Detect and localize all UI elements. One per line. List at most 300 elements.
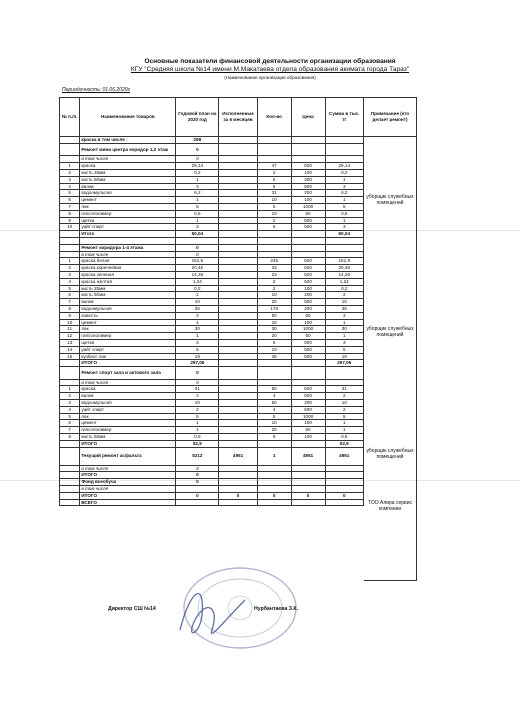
table-cell [219, 312, 257, 319]
table-cell: Фонд всеобуча [80, 479, 176, 486]
table-cell: 100 [291, 319, 325, 326]
table-cell: 8 [60, 210, 80, 217]
table-row [60, 379, 364, 386]
table-cell: 0 [176, 379, 219, 386]
table-cell: цемент [80, 197, 176, 204]
table-cell: 6 [60, 292, 80, 299]
table-cell [291, 440, 325, 447]
table-cell: 200 [291, 190, 325, 197]
table-row [60, 479, 364, 486]
table-cell: кисть 50мм [80, 176, 176, 183]
table-cell: 1 [325, 319, 363, 326]
table-cell: кисть 25мм [80, 169, 176, 176]
table-row [60, 312, 364, 319]
table-cell: 1 [60, 163, 80, 170]
table-cell: водоэмульсия [80, 190, 176, 197]
table-cell [291, 156, 325, 163]
table-cell: 11 [60, 326, 80, 333]
table-row [60, 183, 364, 190]
table-cell: 30 [257, 326, 291, 333]
table-cell: 0,2 [176, 169, 219, 176]
table-cell [219, 244, 257, 251]
table-cell: 12 [60, 333, 80, 340]
table-cell: 10 [257, 197, 291, 204]
table-cell [325, 137, 363, 144]
table-cell: 5 [60, 285, 80, 292]
table-row [60, 367, 364, 380]
table-cell [219, 197, 257, 204]
table-cell: 8 [60, 305, 80, 312]
table-cell [219, 169, 257, 176]
table-cell [60, 143, 80, 156]
table-cell: 6 [257, 339, 291, 346]
table-cell: 175 [257, 305, 291, 312]
table-row [60, 346, 364, 353]
table-cell: 245 [257, 258, 291, 265]
table-cell: 1 [325, 176, 363, 183]
table-cell [219, 486, 257, 493]
table-cell [60, 360, 80, 367]
table-cell [325, 465, 363, 472]
table-cell [257, 251, 291, 258]
table-cell: уайт спирт [80, 224, 176, 231]
table-cell: 2 [257, 285, 291, 292]
table-cell: 3 [176, 183, 219, 190]
table-cell: 3 [60, 271, 80, 278]
table-cell: 19 [325, 353, 363, 360]
table-cell [291, 143, 325, 156]
table-row [60, 499, 364, 506]
table-row [60, 386, 364, 393]
table-cell: Ремонт коридора 1-4 этажа [80, 244, 176, 251]
table-row [60, 400, 364, 407]
table-row [60, 353, 364, 360]
table-cell [219, 434, 257, 441]
table-cell [60, 379, 80, 386]
table-cell: 50,04 [325, 231, 363, 238]
table-cell: 4951 [219, 447, 257, 465]
table-row [60, 434, 364, 441]
table-row [60, 427, 364, 434]
table-row [60, 285, 364, 292]
table-cell [60, 465, 80, 472]
table-cell: 20,46 [176, 265, 219, 272]
table-cell: 0,5 [325, 210, 363, 217]
table-cell: 10 [257, 210, 291, 217]
table-cell [219, 210, 257, 217]
table-cell: 4 [257, 393, 291, 400]
table-cell [219, 413, 257, 420]
table-cell: 29,14 [325, 163, 363, 170]
table-cell: 100 [291, 169, 325, 176]
table-cell: 0,5 [176, 210, 219, 217]
document-title: Основные показатели финансовой деятельности организации образования [144, 58, 396, 65]
table-cell: 0 [176, 465, 219, 472]
table-cell [219, 472, 257, 479]
table-cell: 500 [291, 346, 325, 353]
table-row [60, 413, 364, 420]
table-cell [219, 479, 257, 486]
column-header: Сумма в тыс. тг [325, 98, 363, 137]
table-cell: в том числе [80, 379, 176, 386]
remark-cleaner: уборщик служебных помещений [366, 326, 414, 339]
table-cell [219, 400, 257, 407]
table-row [60, 210, 364, 217]
table-cell: 500 [291, 406, 325, 413]
table-row [60, 440, 364, 447]
table-cell: 10 [257, 346, 291, 353]
table-cell [291, 367, 325, 380]
table-cell: валик [80, 183, 176, 190]
table-cell: 0 [176, 367, 219, 380]
table-cell: 10 [176, 299, 219, 306]
column-header: Кол-во [257, 98, 291, 137]
table-cell: 50,04 [176, 231, 219, 238]
table-cell [219, 156, 257, 163]
table-cell: 500 [291, 339, 325, 346]
table-cell [257, 137, 291, 144]
director-name: Нурбантаева З.К. [254, 606, 299, 612]
table-cell: 200 [291, 176, 325, 183]
table-cell [219, 143, 257, 156]
remark-cleaner: уборщик служебных помещений [366, 448, 414, 461]
table-cell: 3 [325, 312, 363, 319]
table-cell: 4 [60, 406, 80, 413]
table-cell: 10 [257, 292, 291, 299]
table-cell: 500 [291, 299, 325, 306]
table-cell: 620 [291, 278, 325, 285]
table-cell [325, 379, 363, 386]
table-cell: 2 [176, 406, 219, 413]
table-cell: 620 [291, 386, 325, 393]
table-cell: 0 [176, 479, 219, 486]
table-cell: 31 [176, 386, 219, 393]
table-cell: 1,24 [325, 278, 363, 285]
table-cell: 35 [325, 305, 363, 312]
table-cell: 10 [60, 224, 80, 231]
table-cell [219, 258, 257, 265]
table-cell: кисть 50мм [80, 434, 176, 441]
table-row [60, 271, 364, 278]
table-row [60, 197, 364, 204]
table-cell [257, 244, 291, 251]
table-row [60, 190, 364, 197]
table-cell: 5 [257, 176, 291, 183]
table-cell [219, 353, 257, 360]
table-cell: 298 [176, 137, 219, 144]
table-cell: 20 [257, 427, 291, 434]
table-cell: 31 [257, 190, 291, 197]
table-cell: 7 [60, 203, 80, 210]
table-cell [219, 299, 257, 306]
table-cell: ИТОГО [80, 360, 176, 367]
table-cell: гипсополимер [80, 427, 176, 434]
table-cell: 100 [291, 285, 325, 292]
table-cell [60, 479, 80, 486]
table-cell: 35 [176, 305, 219, 312]
table-cell: 30 [325, 326, 363, 333]
table-row [60, 319, 364, 326]
table-cell: 20,46 [325, 265, 363, 272]
table-cell [325, 156, 363, 163]
table-cell: 38 [257, 353, 291, 360]
table-cell: 6 [257, 183, 291, 190]
table-cell: 14,26 [176, 271, 219, 278]
table-cell: 5 [60, 413, 80, 420]
table-cell: цемент [80, 319, 176, 326]
remark-cleaner: уборщик служебных помещений [366, 194, 414, 207]
table-cell: 1 [325, 420, 363, 427]
director-title: Директор СШ №14 [108, 606, 156, 612]
table-cell [325, 251, 363, 258]
table-cell: 29,14 [176, 163, 219, 170]
table-row [60, 265, 364, 272]
table-cell: 4 [257, 406, 291, 413]
table-cell: 50 [291, 210, 325, 217]
table-row [60, 231, 364, 238]
table-cell: водоэмульсия [80, 305, 176, 312]
table-cell: уайт спирт [80, 406, 176, 413]
table-cell: 14,26 [325, 271, 363, 278]
table-cell: 2 [60, 265, 80, 272]
table-cell [257, 479, 291, 486]
table-cell: 5 [325, 346, 363, 353]
table-cell: 15 [60, 353, 80, 360]
table-row [60, 137, 364, 144]
table-cell: 2 [325, 292, 363, 299]
table-cell: 1 [60, 258, 80, 265]
table-cell [257, 367, 291, 380]
table-cell: лак [80, 413, 176, 420]
table-cell [60, 447, 80, 465]
table-cell: гипсополимер [80, 210, 176, 217]
table-cell: 5 [60, 190, 80, 197]
table-row [60, 420, 364, 427]
table-cell [219, 265, 257, 272]
table-cell [257, 143, 291, 156]
table-cell: 10 [176, 400, 219, 407]
table-cell: 3 [60, 400, 80, 407]
table-cell: 1 [325, 333, 363, 340]
table-cell: 0 [176, 244, 219, 251]
table-cell: 2 [176, 393, 219, 400]
table-row [60, 360, 364, 367]
table-row [60, 305, 364, 312]
table-cell [291, 251, 325, 258]
table-row [60, 163, 364, 170]
table-cell [60, 486, 80, 493]
table-cell: 20 [257, 333, 291, 340]
table-cell: 3 [325, 224, 363, 231]
table-cell: 1 [325, 217, 363, 224]
table-cell: 52,9 [325, 440, 363, 447]
table-cell: 0,9 [176, 434, 219, 441]
table-cell [219, 224, 257, 231]
table-cell: 10 [325, 299, 363, 306]
table-cell: щетки [80, 339, 176, 346]
table-cell: 10 [257, 420, 291, 427]
table-cell: 200 [291, 305, 325, 312]
table-cell [257, 237, 291, 244]
organization-note: (Наименование организации образования) [224, 75, 316, 80]
table-cell: водоэмульсия [80, 400, 176, 407]
table-cell [219, 440, 257, 447]
table-cell [219, 237, 257, 244]
table-cell: 1000 [291, 413, 325, 420]
table-cell [219, 305, 257, 312]
table-cell: 47 [257, 163, 291, 170]
table-cell: 3 [325, 339, 363, 346]
table-cell [325, 472, 363, 479]
table-cell: Текущий ремонт асфальта [80, 447, 176, 465]
table-cell: валик [80, 393, 176, 400]
table-cell: 3 [176, 339, 219, 346]
table-row [60, 203, 364, 210]
table-cell: кузбасс лак [80, 353, 176, 360]
table-cell [219, 499, 257, 506]
table-cell [291, 472, 325, 479]
table-cell [257, 472, 291, 479]
table-cell: 0 [325, 492, 363, 499]
table-cell: 100 [291, 434, 325, 441]
table-cell [257, 231, 291, 238]
table-cell: 9 [257, 434, 291, 441]
table-cell [219, 427, 257, 434]
column-header-remark: Примечание (кто делает ремонт) [364, 97, 417, 137]
table-row [60, 217, 364, 224]
table-cell: краска [80, 386, 176, 393]
table-cell: 2 [176, 292, 219, 299]
table-cell: 500 [291, 393, 325, 400]
table-cell: 1 [325, 427, 363, 434]
table-cell: 2 [325, 393, 363, 400]
table-cell: 5212 [176, 447, 219, 465]
table-cell: 620 [291, 271, 325, 278]
table-row [60, 447, 364, 465]
table-cell: краска желтая [80, 278, 176, 285]
table-cell [219, 319, 257, 326]
table-cell: 0 [257, 492, 291, 499]
table-cell: 151,9 [325, 258, 363, 265]
table-cell: 5 [176, 346, 219, 353]
table-cell [219, 465, 257, 472]
table-row [60, 292, 364, 299]
table-cell: 10 [257, 319, 291, 326]
table-row [60, 244, 364, 251]
table-cell [60, 492, 80, 499]
table-cell: 500 [291, 217, 325, 224]
table-row [60, 339, 364, 346]
table-cell [219, 183, 257, 190]
table-cell: гипсополимер [80, 333, 176, 340]
table-cell: 2 [325, 406, 363, 413]
table-cell: 0,2 [325, 285, 363, 292]
table-cell [60, 137, 80, 144]
table-cell [325, 244, 363, 251]
table-cell [325, 367, 363, 380]
table-cell: 6,2 [176, 190, 219, 197]
table-row [60, 299, 364, 306]
table-cell: 2 [257, 217, 291, 224]
table-body [60, 137, 364, 506]
table-cell: краска белая [80, 258, 176, 265]
table-cell: 1 [176, 197, 219, 204]
table-cell [80, 237, 176, 244]
table-cell: 1 [176, 420, 219, 427]
column-header: Годовой план на 2020 год [176, 98, 219, 137]
table-cell [257, 486, 291, 493]
table-cell [219, 231, 257, 238]
table-cell: 52,9 [176, 440, 219, 447]
table-cell: известь [80, 312, 176, 319]
table-cell: 1,24 [176, 278, 219, 285]
table-cell: краска коричневая [80, 265, 176, 272]
table-cell [291, 486, 325, 493]
table-cell [257, 156, 291, 163]
table-cell [219, 406, 257, 413]
table-cell [60, 472, 80, 479]
period-label: Периодичность: 01.06.2020г [62, 87, 130, 93]
table-cell: Ремонт мини центра коридор 1,2 этаж [80, 143, 176, 156]
table-cell [219, 393, 257, 400]
organization-name: КГУ "Средняя школа №14 имени М.Макатаева отдела образования акимата города Тараз" [130, 66, 410, 73]
table-cell [219, 163, 257, 170]
table-cell: 5 [325, 203, 363, 210]
table-cell: краска в том числе : [80, 137, 176, 144]
table-cell [219, 292, 257, 299]
table-cell: лак [80, 203, 176, 210]
column-header: Исполненные за 6 месяцев [219, 98, 257, 137]
table-cell: 31 [325, 386, 363, 393]
table-cell: 6 [257, 224, 291, 231]
table-cell [291, 465, 325, 472]
table-cell: уайт спирт [80, 346, 176, 353]
table-cell: 0,9 [325, 434, 363, 441]
table-cell [219, 360, 257, 367]
table-cell: 200 [291, 292, 325, 299]
table-cell [219, 251, 257, 258]
table-cell: краска зеленая [80, 271, 176, 278]
table-cell: 1000 [291, 203, 325, 210]
table-cell: 4 [60, 183, 80, 190]
table-cell: цемент [80, 420, 176, 427]
table-cell: 0 [176, 251, 219, 258]
table-cell: 1 [257, 447, 291, 465]
table-cell: 1 [60, 386, 80, 393]
table-cell: 500 [291, 183, 325, 190]
table-cell: Итого [80, 231, 176, 238]
table-cell: 50 [257, 386, 291, 393]
table-row [60, 143, 364, 156]
table-cell: 60 [291, 312, 325, 319]
table-cell: 5 [176, 203, 219, 210]
table-cell [219, 271, 257, 278]
table-cell [219, 420, 257, 427]
table-cell: 2 [257, 278, 291, 285]
table-cell [60, 156, 80, 163]
table-cell: 10 [325, 400, 363, 407]
table-cell: 297,06 [176, 360, 219, 367]
table-cell: в том числе [80, 251, 176, 258]
table-cell: в том числе [80, 486, 176, 493]
table-cell [291, 231, 325, 238]
table-row [60, 176, 364, 183]
column-header: № п./п. [60, 98, 80, 137]
table-cell: 3 [325, 183, 363, 190]
table-cell [219, 176, 257, 183]
table-cell: 0 [219, 492, 257, 499]
table-row [60, 278, 364, 285]
